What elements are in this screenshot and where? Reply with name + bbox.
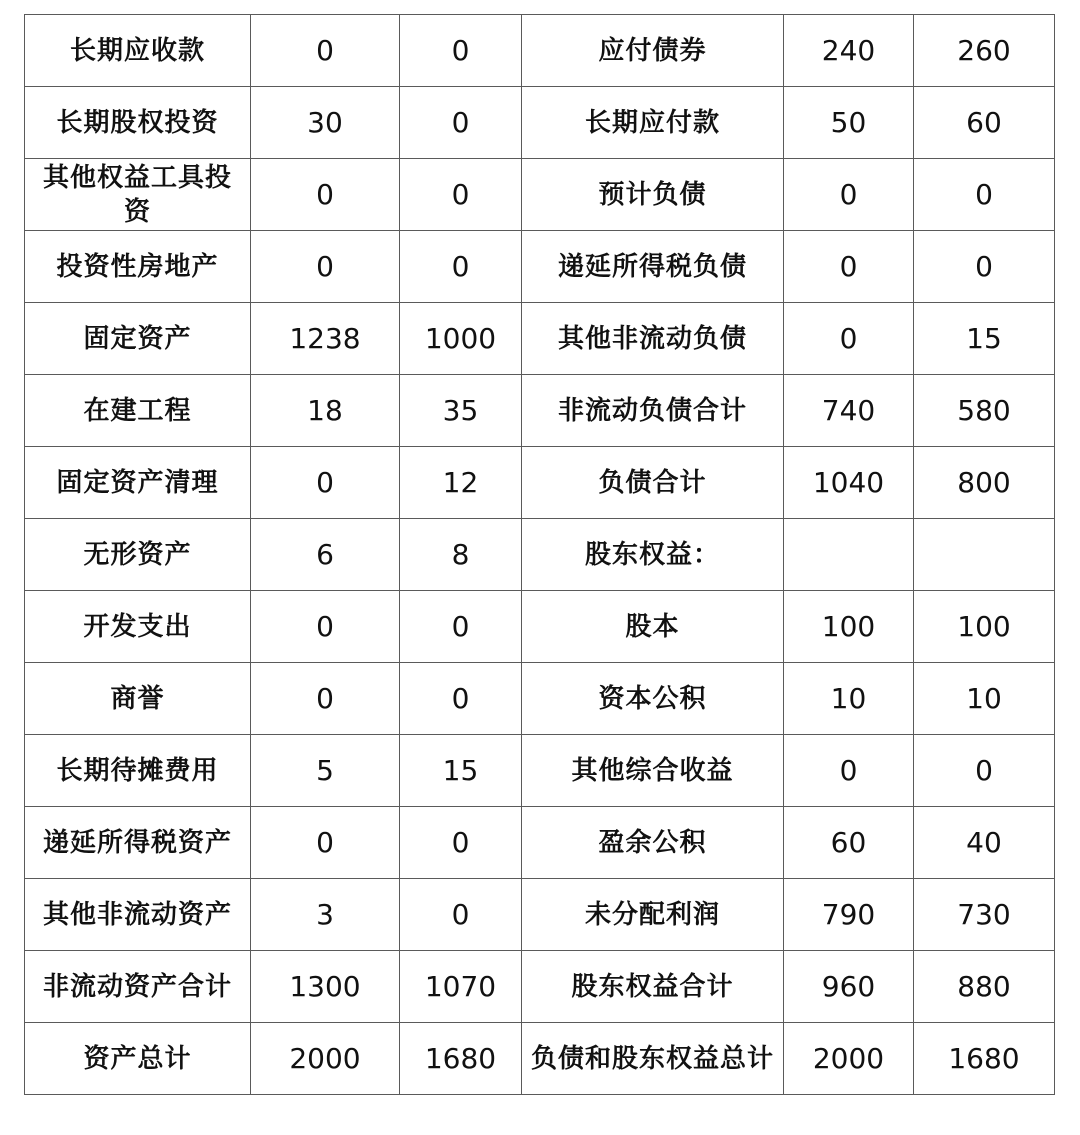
liability-value-current [784, 519, 914, 591]
asset-value-previous: 0 [400, 231, 522, 303]
liability-label: 其他综合收益 [522, 735, 784, 807]
liability-value-previous: 260 [914, 15, 1055, 87]
table-row [25, 87, 1055, 159]
liability-value-previous: 40 [914, 807, 1055, 879]
liability-value-previous: 730 [914, 879, 1055, 951]
table-row [25, 15, 1055, 87]
table-row [25, 303, 1055, 375]
liability-value-current: 50 [784, 87, 914, 159]
liability-label: 非流动负债合计 [522, 375, 784, 447]
table-row [25, 735, 1055, 807]
liability-label: 盈余公积 [522, 807, 784, 879]
liability-label: 负债和股东权益总计 [522, 1023, 784, 1095]
liability-value-previous: 60 [914, 87, 1055, 159]
liability-label: 未分配利润 [522, 879, 784, 951]
asset-value-current: 18 [251, 375, 400, 447]
liability-value-current: 790 [784, 879, 914, 951]
liability-value-previous: 0 [914, 159, 1055, 231]
asset-label: 长期待摊费用 [25, 735, 251, 807]
asset-value-current: 1300 [251, 951, 400, 1023]
asset-value-previous: 35 [400, 375, 522, 447]
asset-value-previous: 0 [400, 807, 522, 879]
asset-value-previous: 1680 [400, 1023, 522, 1095]
asset-label: 资产总计 [25, 1023, 251, 1095]
asset-value-previous: 0 [400, 15, 522, 87]
asset-value-current: 30 [251, 87, 400, 159]
liability-label: 其他非流动负债 [522, 303, 784, 375]
table-row [25, 951, 1055, 1023]
liability-label: 递延所得税负债 [522, 231, 784, 303]
liability-value-current: 740 [784, 375, 914, 447]
asset-value-current: 0 [251, 663, 400, 735]
asset-label: 其他非流动资产 [25, 879, 251, 951]
asset-value-current: 0 [251, 231, 400, 303]
asset-value-current: 6 [251, 519, 400, 591]
liability-label: 资本公积 [522, 663, 784, 735]
balance-sheet-table [24, 14, 1055, 1095]
table-row [25, 1023, 1055, 1095]
asset-value-previous: 0 [400, 591, 522, 663]
asset-value-current: 0 [251, 159, 400, 231]
asset-value-previous: 0 [400, 159, 522, 231]
liability-value-current: 60 [784, 807, 914, 879]
asset-value-current: 0 [251, 807, 400, 879]
asset-value-current: 5 [251, 735, 400, 807]
asset-value-current: 0 [251, 591, 400, 663]
asset-value-previous: 0 [400, 87, 522, 159]
liability-value-previous: 880 [914, 951, 1055, 1023]
asset-value-previous: 0 [400, 879, 522, 951]
table-row [25, 159, 1055, 231]
table-row [25, 519, 1055, 591]
asset-value-previous: 1070 [400, 951, 522, 1023]
liability-value-current: 0 [784, 159, 914, 231]
asset-label: 其他权益工具投资 [25, 159, 251, 231]
liability-label: 长期应付款 [522, 87, 784, 159]
liability-value-previous [914, 519, 1055, 591]
liability-value-previous: 1680 [914, 1023, 1055, 1095]
asset-label: 投资性房地产 [25, 231, 251, 303]
liability-value-previous: 10 [914, 663, 1055, 735]
liability-value-previous: 0 [914, 231, 1055, 303]
liability-value-previous: 15 [914, 303, 1055, 375]
liability-value-current: 2000 [784, 1023, 914, 1095]
liability-label: 负债合计 [522, 447, 784, 519]
liability-value-current: 240 [784, 15, 914, 87]
liability-label: 股本 [522, 591, 784, 663]
liability-value-current: 0 [784, 231, 914, 303]
table-row [25, 663, 1055, 735]
liability-value-current: 0 [784, 303, 914, 375]
asset-value-previous: 0 [400, 663, 522, 735]
table-row [25, 591, 1055, 663]
asset-label: 长期应收款 [25, 15, 251, 87]
liability-value-previous: 0 [914, 735, 1055, 807]
table-row [25, 375, 1055, 447]
liability-value-previous: 100 [914, 591, 1055, 663]
asset-label: 非流动资产合计 [25, 951, 251, 1023]
liability-value-current: 10 [784, 663, 914, 735]
asset-value-previous: 15 [400, 735, 522, 807]
asset-label: 递延所得税资产 [25, 807, 251, 879]
asset-label: 商誉 [25, 663, 251, 735]
liability-label: 预计负债 [522, 159, 784, 231]
asset-value-previous: 12 [400, 447, 522, 519]
liability-value-previous: 800 [914, 447, 1055, 519]
asset-value-current: 3 [251, 879, 400, 951]
asset-label: 开发支出 [25, 591, 251, 663]
asset-value-previous: 8 [400, 519, 522, 591]
liability-label: 股东权益合计 [522, 951, 784, 1023]
asset-label: 固定资产 [25, 303, 251, 375]
asset-label: 在建工程 [25, 375, 251, 447]
asset-value-current: 0 [251, 447, 400, 519]
table-row [25, 231, 1055, 303]
asset-label: 无形资产 [25, 519, 251, 591]
table-row [25, 879, 1055, 951]
table-row [25, 807, 1055, 879]
asset-value-current: 2000 [251, 1023, 400, 1095]
table-row [25, 447, 1055, 519]
balance-sheet [24, 14, 1054, 1095]
equity-section-heading: 股东权益： [522, 519, 784, 591]
liability-label: 应付债券 [522, 15, 784, 87]
asset-value-current: 1238 [251, 303, 400, 375]
asset-label: 固定资产清理 [25, 447, 251, 519]
liability-value-current: 1040 [784, 447, 914, 519]
liability-value-previous: 580 [914, 375, 1055, 447]
asset-label: 长期股权投资 [25, 87, 251, 159]
asset-value-current: 0 [251, 15, 400, 87]
liability-value-current: 0 [784, 735, 914, 807]
asset-value-previous: 1000 [400, 303, 522, 375]
liability-value-current: 100 [784, 591, 914, 663]
liability-value-current: 960 [784, 951, 914, 1023]
